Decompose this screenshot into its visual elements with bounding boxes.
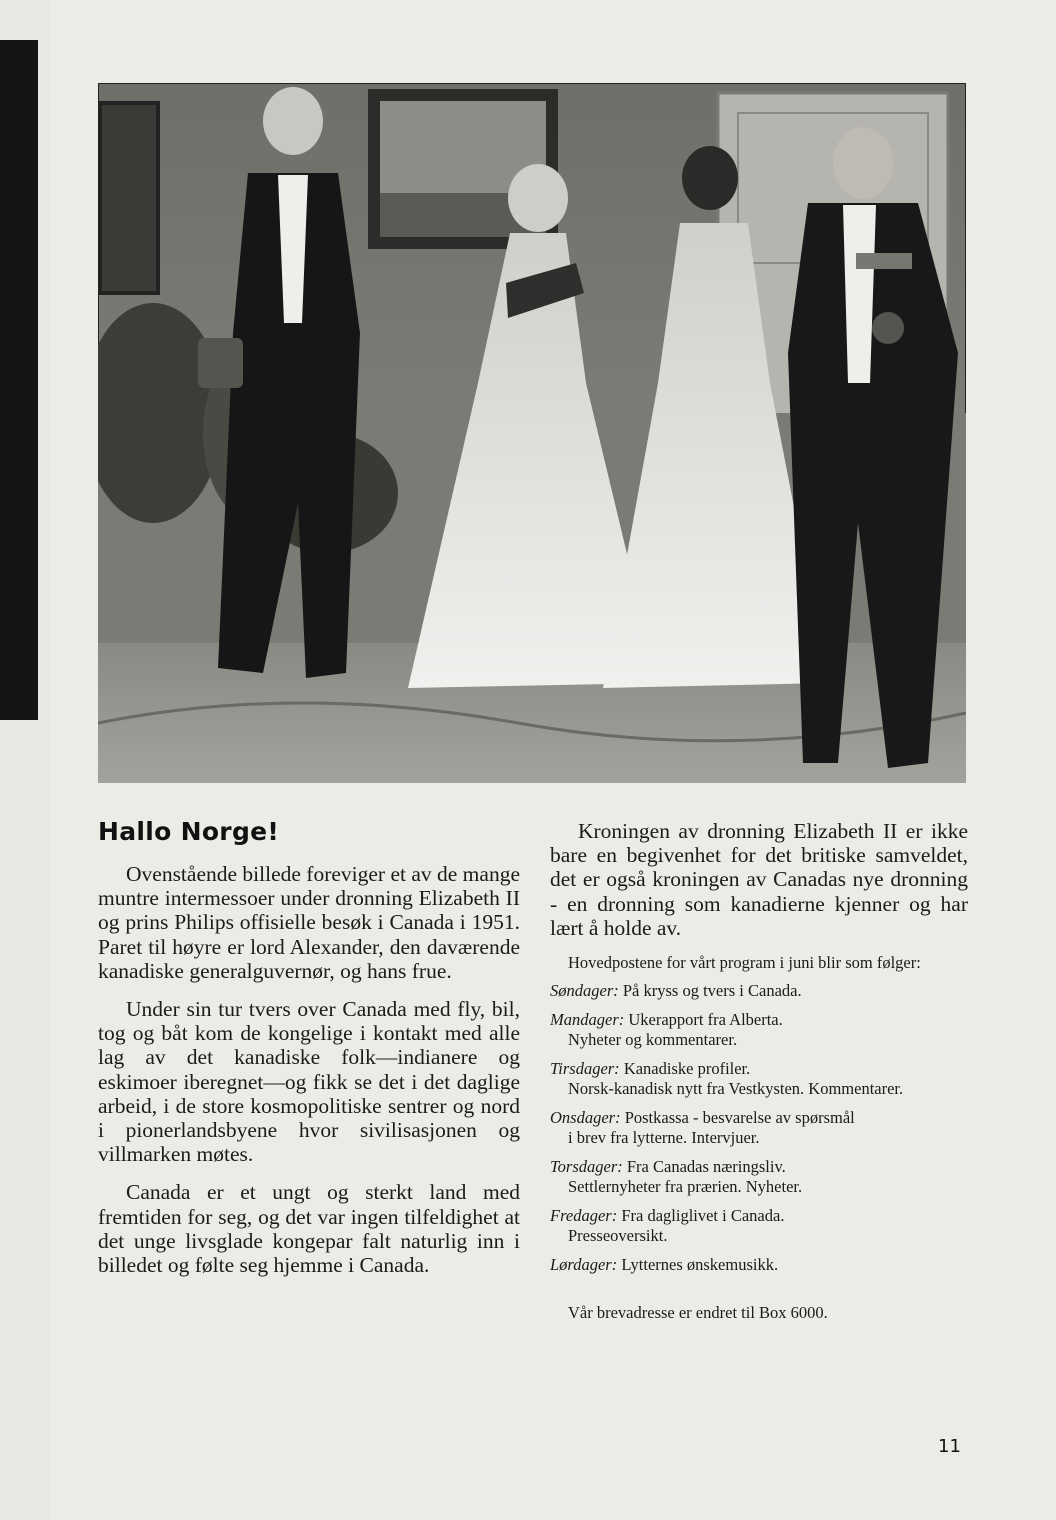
article-right-column	[550, 819, 968, 1323]
schedule-item	[550, 1206, 968, 1247]
schedule-line: Fra dagliglivet i Canada.	[621, 1205, 785, 1225]
schedule-line: i brev fra lytterne. Intervjuer.	[568, 1128, 760, 1148]
program-schedule	[550, 981, 968, 1275]
magazine-page	[50, 0, 1056, 1520]
schedule-item	[550, 1108, 968, 1149]
paragraph: Canada er et ungt og sterkt land med fremtiden for seg, og det var ingen tilfeldighet at det unge livsglade kongepar falt naturlig inn i billedet og følte seg hjemme i Canada.	[98, 1180, 520, 1278]
schedule-line: På kryss og tvers i Canada.	[622, 981, 802, 1001]
photograph-illustration	[98, 83, 966, 783]
paragraph: Ovenstående billede foreviger et av de mange muntre intermessoer under dronning Elizabeth II og prins Philips offisielle besøk i Canada i 1951. Paret til høyre er lord Alexander, den daværende kanadiske generalguvernør, og hans frue.	[98, 862, 520, 983]
schedule-line: Norsk-kanadisk nytt fra Vestkysten. Kommentarer.	[568, 1079, 904, 1099]
coronation-paragraph: Kroningen av dronning Elizabeth II er ikke bare en begivenhet for det britiske samveldet, det er også kroningen av Canadas nye dronning - en dronning som kanadierne kjenner og har lært å holde av.	[550, 819, 968, 940]
schedule-day: Fredager:	[550, 1205, 618, 1225]
schedule-day: Lørdager:	[550, 1254, 618, 1274]
schedule-day: Mandager:	[550, 1009, 625, 1029]
previous-page-photo-edge	[0, 40, 38, 720]
previous-page-edge	[0, 0, 50, 1520]
schedule-day: Tirsdager:	[550, 1058, 620, 1078]
royal-visit-photograph	[98, 83, 966, 783]
schedule-day: Torsdager:	[550, 1156, 623, 1176]
schedule-item	[550, 1010, 968, 1051]
schedule-line: Ukerapport fra Alberta.	[628, 1009, 783, 1029]
schedule-item	[550, 1059, 968, 1100]
schedule-line: Settlernyheter fra prærien. Nyheter.	[568, 1177, 803, 1197]
schedule-line: Nyheter og kommentarer.	[568, 1030, 738, 1050]
page-number: 11	[938, 1436, 961, 1457]
paragraph: Under sin tur tvers over Canada med fly, bil, tog og båt kom de kongelige i kontakt med alle lag av det kanadiske folk—indianere og eskimoer iberegnet—og fikk se det i det daglige arbeid, i de store kosmopolitiske sentrer og nord i pionerlandsbyene hvor sivilisasjonen og villmarken møtes.	[98, 997, 520, 1167]
schedule-line: Presseoversikt.	[568, 1226, 668, 1246]
schedule-line: Kanadiske profiler.	[623, 1058, 751, 1078]
article-left-column	[98, 862, 520, 1291]
schedule-item	[550, 1255, 968, 1276]
schedule-item	[550, 1157, 968, 1198]
mailing-address: Vår brevadresse er endret til Box 6000.	[568, 1303, 828, 1323]
schedule-item	[550, 981, 968, 1002]
schedule-line: Lytternes ønskemusikk.	[621, 1254, 779, 1274]
schedule-line: Postkassa - besvarelse av spørsmål	[624, 1107, 855, 1127]
schedule-day: Søndager:	[550, 981, 619, 1001]
article-heading: Hallo Norge!	[98, 817, 280, 846]
schedule-day: Onsdager:	[550, 1107, 621, 1127]
schedule-line: Fra Canadas næringsliv.	[626, 1156, 786, 1176]
program-intro: Hovedpostene for vårt program i juni blir som følger:	[568, 953, 921, 973]
